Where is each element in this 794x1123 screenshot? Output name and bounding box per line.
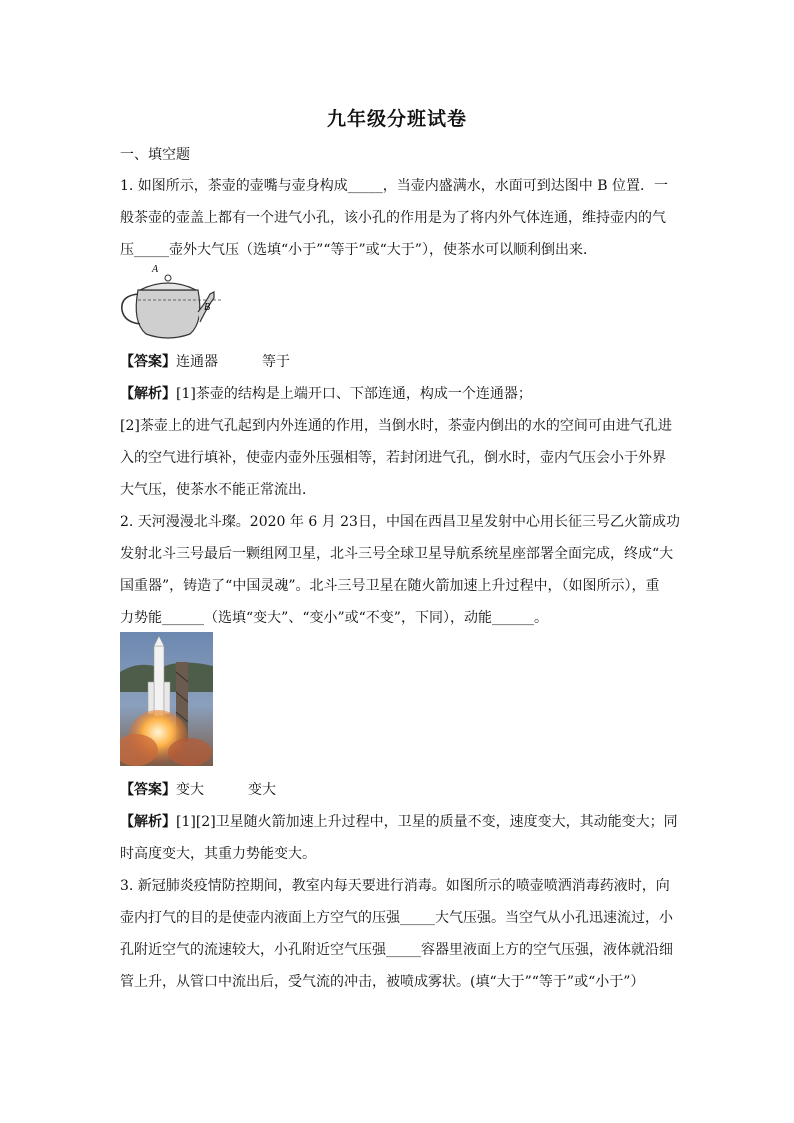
q1-analysis bbox=[120, 384, 680, 404]
q1-answer bbox=[120, 352, 680, 372]
rocket-illustration bbox=[120, 632, 213, 766]
label-b: B bbox=[204, 302, 211, 313]
teapot-figure bbox=[118, 262, 222, 344]
answer-tag: 【答案】 bbox=[120, 782, 176, 798]
answer-value: 连通器 bbox=[176, 354, 218, 370]
q3-text-line: 3. 新冠肺炎疫情防控期间，教室内每天要进行消毒。如图所示的喷壶喷洒消毒药液时，向 bbox=[120, 878, 670, 894]
analysis-tag: 【解析】 bbox=[120, 386, 176, 402]
answer-value: 等于 bbox=[262, 354, 290, 370]
analysis-text: [1][2]卫星随火箭加速上升过程中，卫星的质量不变，速度变大，其动能变大；同 bbox=[176, 814, 678, 830]
q3-text-line: 孔附近空气的流速较大，小孔附近空气压强_____容器里液面上方的空气压强，液体就沿细 bbox=[120, 942, 673, 958]
analysis-text: [1]茶壶的结构是上端开口、下部连通，构成一个连通器； bbox=[176, 386, 532, 402]
section-heading: 一、填空题 bbox=[120, 147, 190, 163]
q1-analysis-line: 入的空气进行填补，使壶内壶外压强相等，若封闭进气孔，倒水时，壶内气压会小于外界 bbox=[120, 450, 666, 466]
q2-text-line: 力势能______（选填“变大”、“变小”或“不变”，下同），动能______。 bbox=[120, 610, 548, 626]
label-a: A bbox=[152, 264, 159, 275]
q1-text-line: 1. 如图所示，茶壶的壶嘴与壶身构成_____，当壶内盛满水，水面可到达图中 B 位置．一 bbox=[120, 178, 668, 194]
q1-text-line: 般茶壶的壶盖上都有一个进气小孔，该小孔的作用是为了将内外气体连通，维持壶内的气 bbox=[120, 210, 666, 226]
answer-tag: 【答案】 bbox=[120, 354, 176, 370]
q3-text-line: 壶内打气的目的是使壶内液面上方空气的压强_____大气压强。当空气从小孔迅速流过，小 bbox=[120, 910, 673, 926]
q1-text-line: 压_____壶外大气压（选填“小于”“等于”或“大于”），使茶水可以顺利倒出来． bbox=[120, 242, 597, 258]
teapot-illustration bbox=[118, 262, 222, 344]
analysis-tag: 【解析】 bbox=[120, 814, 176, 830]
rocket-launch-photo bbox=[120, 632, 213, 766]
q3-text-line: 管上升，从管口中流出后，受气流的冲击，被喷成雾状。(填“大于”“等于”或“小于”） bbox=[120, 974, 645, 990]
answer-value: 变大 bbox=[176, 782, 204, 798]
q2-analysis bbox=[120, 812, 680, 832]
q2-text-line: 2. 天河漫漫北斗璨。2020 年 6 月 23日，中国在西昌卫星发射中心用长征三号乙火箭成功 bbox=[120, 514, 680, 530]
q2-text-line: 发射北斗三号最后一颗组网卫星，北斗三号全球卫星导航系统星座部署全面完成，终成“大 bbox=[120, 546, 674, 562]
q1-analysis-line: 大气压，使茶水不能正常流出． bbox=[120, 482, 316, 498]
q2-analysis-line: 时高度变大，其重力势能变大。 bbox=[120, 846, 316, 862]
page-title: 九年级分班试卷 bbox=[326, 108, 467, 130]
q1-analysis-line: [2]茶壶上的进气孔起到内外连通的作用，当倒水时，茶壶内倒出的水的空间可由进气孔进 bbox=[120, 418, 672, 434]
answer-value: 变大 bbox=[248, 782, 276, 798]
q2-text-line: 国重器”，铸造了“中国灵魂”。北斗三号卫星在随火箭加速上升过程中，（如图所示），重 bbox=[120, 578, 660, 594]
q2-answer bbox=[120, 780, 680, 800]
